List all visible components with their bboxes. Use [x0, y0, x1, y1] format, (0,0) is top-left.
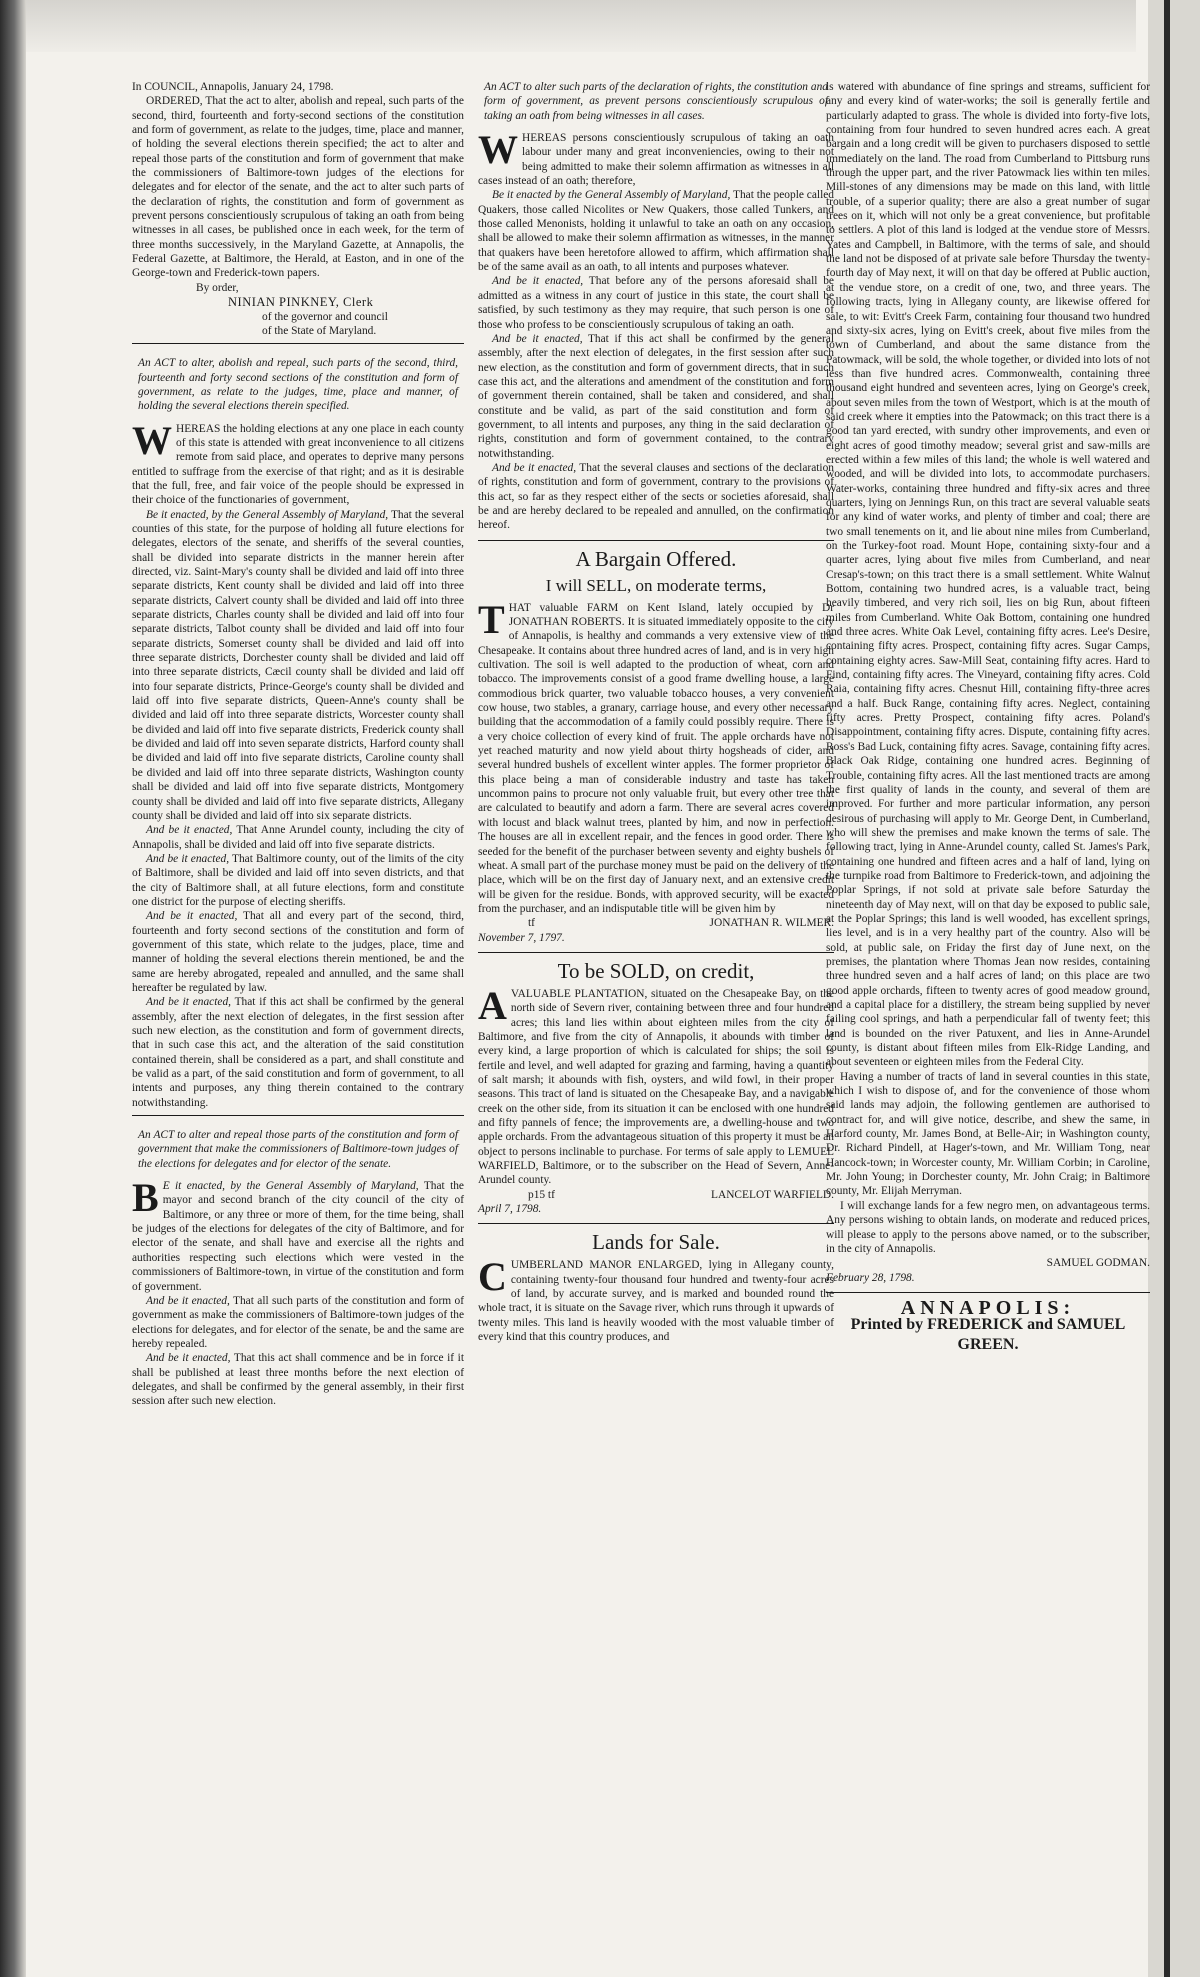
act2-dropcap: B	[132, 1175, 159, 1221]
act3-p1: HEREAS persons conscientiously scrupulous of taking an oath labour under many and great inconveniencies, owing to their not being admitted to make their solemn affirmation as witnesses in all cases instead of an oath; therefore,	[478, 132, 834, 188]
act1-p1: HEREAS the holding elections at any one place in each county of this state is attended with great inconvenience to all citizens remote from said place, and operates to deprive many persons entitled to suffrage from the exercise of that right; and as it is desirable that the full, free, and fair voice of the people should be expressed in their choice of the functionaries of government,	[132, 422, 464, 507]
lands-dropcap: C	[478, 1254, 507, 1300]
act1-p5: That all and every part of the second, third, fourteenth and forty second sections of the constitution and form of government of this state, which relate to the judges, place, time and manner of holding the several elections therein mentioned, be and the same are hereby abrogated, repealed and annulled, and the same shall hereafter be regulated by law.	[132, 910, 464, 994]
act2-p2-lead: And be it enacted,	[146, 1294, 230, 1307]
plantation-dropcap: A	[478, 982, 507, 1028]
colophon	[826, 1296, 1150, 1355]
act1-title: An ACT to alter, abolish and repeal, such parts of the second, third, fourteenth and forty second sections of the constitution and form of government, as relate to the judges, time, place and manner, of holding the several elections therein specified.	[138, 357, 458, 413]
act3-p4-lead: And be it enacted,	[492, 332, 583, 345]
adjacent-page-edge	[1148, 0, 1200, 1977]
column-1	[132, 80, 464, 1409]
act3-p5-lead: And be it enacted,	[492, 461, 577, 474]
act1-p4: That Baltimore county, out of the limits of the city of Baltimore, shall be divided and laid off into seven districts, and that the city of Baltimore shall, at all future elections, form and constitute one district for the purpose of electing sheriffs.	[132, 852, 464, 908]
bargain-dropcap: T	[478, 596, 505, 642]
bargain-subheading: I will SELL, on moderate terms,	[545, 575, 767, 595]
act2-p3-lead: And be it enacted,	[146, 1352, 231, 1365]
divider	[132, 1115, 464, 1116]
act2-p3: That this act shall commence and be in force if it shall be published at least three months before the next election of delegates, and shall be confirmed by the general assembly, in their first session after such new election.	[132, 1352, 464, 1408]
act1-p2: That the several counties of this state, for the purpose of holding all future elections for delegates, electors of the senate, and sheriffs of the several counties, shall be divided into separate districts in the manner herein after directed, viz. Saint-Mary's county shall be divided and laid off into three separate districts, Kent county shall be divided and laid off into three separate districts, Calvert county shall be divided and laid off into three separate districts, Charles county shall be divided and laid off into four separate districts, Talbot county shall be divided and laid off into four separate districts, Somerset county shall be divided and laid off into three separate districts, Dorchester county shall be divided and laid off into three separate districts, Cæcil county shall be divided and laid off into four separate districts, Prince-George's county shall be divided and laid off into five separate districts, Queen-Anne's county shall be divided and laid off into three separate districts, Worcester county shall be divided and laid off into five separate districts, Frederick county shall be divided and laid off into seven separate districts, Harford county shall be divided and laid off into five separate districts, Caroline county shall be divided and laid off into three separate districts, Washington county shall be divided and laid off into five separate districts, Montgomery county shall be divided and laid off into five separate districts, Allegany county shall be divided and laid off into six separate districts.	[132, 508, 464, 822]
act2-title: An ACT to alter and repeal those parts of the constitution and form of government that make the commissioners of Baltimore-town judges of the elections for delegates and for elector of the senate.	[138, 1129, 458, 1170]
act1-dropcap: W	[132, 417, 172, 463]
colophon-city: ANNAPOLIS:	[900, 1296, 1076, 1319]
plantation-heading: To be SOLD, on credit,	[557, 958, 755, 983]
plantation-body: VALUABLE PLANTATION, situated on the Chesapeake Bay, on the north side of Severn river, containing between three and four hundred acres; this land lies within about eighteen miles from the city of Baltimore, and five from the city of Annapolis, it abounds with timber of every kind, a large proportion of which is calculated for ships; the soil is fertile and level, and well adapted for grazing and farming, having a quantity of salt marsh; it abounds with fish, oysters, and wild fowl, in their proper seasons. This tract of land is situated on the Chesapeake Bay, and a navigable creek on the other side, from its situation it can be enclosed with one hundred and fifty pannels of fence; the improvements are, a dwelling-house and two apple orchards. From the advantageous situation of this property it must be an object to persons inclinable to purchase. For terms of sale apply to LEMUEL WARFIELD, Baltimore, or to the subscriber on the Head of Severn, Anne-Arundel county.	[478, 987, 834, 1187]
act1-p4-lead: And be it enacted,	[146, 852, 230, 865]
column-3	[826, 80, 1150, 1355]
act3-p4: That if this act shall be confirmed by the general assembly, after the next election of delegates, in the first session after such new election, as the constitution and form of government directs, that in such case this act, and the alterations and amendment of the constitution and form of government therein contained, shall be taken and considered, and shall constitute and be valid, as part of the said constitution and form of government, to all intents and purposes, any thing in the said declaration of rights, constitution and form of government contained, to the contrary notwithstanding.	[478, 332, 834, 460]
council-by-order: By order,	[196, 281, 239, 294]
bargain-body: HAT valuable FARM on Kent Island, lately occupied by Dr JONATHAN ROBERTS. It is situated immediately opposite to the city of Annapolis, is healthy and commands a very extensive view of the Chesapeake. It contains about three hundred acres of land, and is in very high cultivation. The soil is well adapted to the production of wheat, corn and tobacco. The improvements consist of a good frame dwelling house, a large commodious brick quarter, two valuable tobacco houses, a very convenient cow house, two stables, a granary, carriage house, and every other necessary building that the accommodation of a family could possibly require. There is a very choice collection of every kind of fruit. The apple orchards have not yet reached maturity and now yield about thirty hogsheads of cider, and several hundred bushels of excellent winter apples. The former proprietor of this place being a man of considerable industry and taste has taken uncommon pains to procure not only valuable fruit, but every other tree that are calculated to beautify and adorn a farm. There are several acres covered with locust and black walnut trees, planted by him, and now in perfection. The houses are all in excellent repair, and the fences in good order. There is seeded for the benefit of the purchaser between seventy and eighty bushels of wheat. A small part of the purchase money must be paid on the delivery of the place, which will be on the first day of January next, and an extensive credit will be given for the residue. Bonds, with approved security, will be exacted from the purchaser, and an indisputable title will be given him by	[478, 601, 834, 915]
act3-p3: That before any of the persons aforesaid shall be admitted as a witness in any court of justice in this state, the court shall be satisfied, by such testimony as they may require, that such person is one of those who profess to be conscientiously scrupulous of taking an oath.	[478, 275, 834, 331]
bargain-mark: tf	[528, 917, 535, 930]
council-signer-name: NINIAN PINKNEY, Clerk	[228, 295, 374, 310]
divider	[826, 1292, 1150, 1293]
council-signer-title-1: of the governor and council	[262, 310, 388, 323]
act2-p1: That the mayor and second branch of the city council of the city of Baltimore, or any three or more of them, for the time being, shall be judges of the elections for delegates of the city of Baltimore, and for elector of the senate, and shall have and exercise all the rights and authorities respecting such elections which were vested in the commissioners of Baltimore-town, in virtue of the constitution and form of government.	[132, 1180, 464, 1293]
plantation-signature	[478, 1188, 834, 1202]
column-2	[478, 80, 834, 1344]
plantation-date: April 7, 1798.	[478, 1203, 542, 1216]
bargain-date: November 7, 1797.	[478, 931, 565, 944]
act1-p2-lead: Be it enacted, by the General Assembly of Maryland,	[146, 508, 389, 521]
council-order: ORDERED, That the act to alter, abolish and repeal, such parts of the second, third, fourteenth and forty-second sections of the constitution and form of government, as relate to the judges, time, place and manner, of holding the several elections therein specified; the act to alter and repeal those parts of the constitution and form of government that make the commissioners of Baltimore-town judges of the elections for delegates and for elector of the senate, and the act to alter such parts of the declaration of rights, the constitution and form of government as prevent persons conscientiously scrupulous of taking an oath from being witnesses in all cases, be published once in each week, for the term of three months successively, in the Maryland Gazette, at Annapolis, the Federal Gazette, at Baltimore, the Herald, at Easton, and in one of the George-town and Frederick-town papers.	[132, 95, 464, 280]
act1-p3-lead: And be it enacted,	[146, 824, 233, 837]
colophon-printer: Printed by FREDERICK and SAMUEL GREEN.	[850, 1316, 1126, 1354]
divider	[478, 540, 834, 541]
council-dateline: In COUNCIL, Annapolis, January 24, 1798.	[132, 81, 334, 93]
act3-p2: That the people called Quakers, those called Nicolites or New Quakers, those called Tunkers, and those called Menonists, holding it unlawful to take an oath on any occasion, shall be allowed to make their solemn affirmation as witnesses, in the manner that quakers have been heretofore allowed to affirm, which affirmation shall be of the same avail as an oath, to all intents and purposes whatever.	[478, 189, 834, 274]
act2-p1-lead: E it enacted, by the General Assembly of Maryland,	[162, 1180, 419, 1193]
act1-p5-lead: And be it enacted,	[146, 910, 238, 923]
bargain-seller: JONATHAN R. WILMER.	[709, 917, 834, 930]
act3-title: An ACT to alter such parts of the declaration of rights, the constitution and form of government, as prevent persons conscientiously scrupulous of taking an oath from being witnesses in all cases.	[484, 81, 828, 122]
bargain-heading: A Bargain Offered.	[575, 546, 737, 571]
divider	[478, 1223, 834, 1224]
lands-intro: UMBERLAND MANOR ENLARGED, lying in Allegany county, containing twenty-four thousand four hundred and twenty-four acres of land, by accurate survey, and is marked and bounded round the whole tract, it is situate on the Savage river, which runs through it upwards of twenty miles. This land is heavily wooded with the most valuable timber of every kind that this country produces, and	[478, 1259, 834, 1344]
bargain-signature	[478, 916, 834, 930]
act3-p2-lead: Be it enacted by the General Assembly of Maryland,	[492, 189, 731, 202]
council-signer-title-2: of the State of Maryland.	[262, 324, 377, 337]
act3-p3-lead: And be it enacted,	[492, 275, 584, 288]
lands-heading: Lands for Sale.	[592, 1230, 720, 1255]
act1-p6-lead: And be it enacted,	[146, 996, 232, 1009]
lands-date: February 28, 1798.	[826, 1271, 915, 1284]
adjacent-page-rule	[1164, 0, 1170, 1977]
act1-p3: That Anne Arundel county, including the city of Annapolis, shall be divided and laid off into five separate districts.	[132, 824, 464, 851]
page-top-band	[26, 0, 1136, 52]
lands-p3: I will exchange lands for a few negro men, on advantageous terms. Any persons wishing to obtain lands, on moderate and reduced prices, will please to apply to the persons above named, or to the subscriber, in the city of Annapolis.	[826, 1199, 1150, 1255]
plantation-mark: p15 tf	[528, 1188, 555, 1201]
plantation-seller: LANCELOT WARFIELD.	[711, 1188, 834, 1201]
divider	[478, 952, 834, 953]
act2-p2: That all such parts of the constitution and form of government as make the commissioners of Baltimore-town judges of the elections for delegates, and for elector of the senate, be and the same are hereby repealed.	[132, 1294, 464, 1350]
act3-p5: That the several clauses and sections of the declaration of rights, constitution and form of government, contrary to the provisions of this act, so far as they respect either of the sects or societies aforesaid, shall be and are hereby declared to be repealed and annulled, on the confirmation hereof.	[478, 461, 834, 532]
act1-p6: That if this act shall be confirmed by the general assembly, after the next election of delegates, in the first session after such new election, as the constitution and form of government directs, that in such case this act, and the alteration of the said constitution contained therein, shall be considered as a part, and shall constitute and be valid as a part, of the said constitution and form of government, to all intents and purposes, any thing therein contained to the contrary notwithstanding.	[132, 996, 464, 1109]
act3-dropcap: W	[478, 127, 518, 173]
lands-continued: is watered with abundance of fine springs and streams, sufficient for any and every kind of water-works; the soil is generally fertile and particularly adapted to grass. The whole is divided into forty-five lots, containing from four hundred to seven hundred acres each. A great bargain and a long credit will be given to purchasers disposed to settle immediately on the land. The road from Cumberland to Pittsburg runs through the upper part, and the river Patowmack lies within ten miles. Mill-stones of any dimensions may be made on this land, with little trouble, of a superior quality; there are also a great number of sugar trees on it, which will not only be a great convenience, but profitable to settlers. A plot of this land is lodged at the vendue store of Messrs. Yates and Campbell, in Baltimore, with the terms of sale, and should the land not be disposed of at private sale before Thursday the twenty-fourth day of May next, it will on that day be offered at Public auction, at the vendue store, on a credit of one, two, and three years. The following tracts, lying in Allegany county, are likewise offered for sale, to wit: Evitt's Creek Farm, containing four thousand two hundred and sixty-six acres, lying on Evitt's creek, about five miles from the town of Cumberland, and about the same distance from the Patowmack, will be sold, the whole together, or divided into lots of not less than five hundred acres. Commonwealth, containing three thousand eight hundred and seventeen acres, lying on George's creek, about seven miles from the town of Westport, which is at the mouth of said creek where it empties into the Patowmack; on this tract there is a good tan yard erected, with sundry other improvements, and even or eight acres of good timothy meadow; several grist and saw-mills are erected within a few miles of this land; the whole is well watered and wooded, and will be divided into lots, to accommodate purchasers. Water-works, containing three hundred and fifty-six acres and three quarters, lying on Jennings Run, on this tract are several valuable seats for any kind of water works, and plenty of timber and coal; there are two small tenements on it, and lie about nine miles from Cumberland, on the Turkey-foot road. Mount Hope, containing sixty-four and a quarter acres, lying about five miles from Cumberland, and near Cresap's-town; on this tract there is a small settlement. White Walnut Bottom, containing two hundred acres, is a valuable tract, being heavily timbered, and very rich soil, lies on big Run, about fifteen miles from Cumberland. White Oak Bottom, containing one hundred and three acres. White Oak Level, containing fifty acres. Lee's Desire, containing fifty acres. Prospect, containing fifty acres. Sugar Camps, containing eighty acres. Saw-Mill Seat, containing fifty acres. Hard to Find, containing fifty acres. The Vineyard, containing fifty acres. Cold Raia, containing fifty acres. Chesnut Hill, containing fifty-three acres and a half. Buck Range, containing fifty acres. Neglect, containing fifty acres. Pretty Prospect, containing fifty acres. Poland's Disappointment, containing fifty acres. Dispute, containing fifty acres. Ross's Bad Luck, containing fifty acres. Savage, containing fifty acres. Black Oak Ridge, containing one hundred acres. Beginning of Trouble, containing fifty acres. All the last mentioned tracts are among the first quality of lands in the county, and several of them are improved. For further and more particular information, any person desirous of purchasing will apply to Mr. George Dent, in Cumberland, who will shew the premises and make known the terms of sale. The following tract, lying in Anne-Arundel county, called St. James's Park, containing one hundred and fifteen acres and a half of land, lying on the turnpike road from Baltimore to Frederick-town, and adjoining the Poplar Springs, if not sold at private sale before Saturday the nineteenth day of May next, will on that day be exposed to public sale, at the Poplar Springs; this land is well wooded, has excellent springs, lies level, and is in a very healthy part of the country. Also will be sold, at public sale, on Friday the first day of June next, on the premises, the plantation where Thomas Jean now resides, containing three hundred seven and a half acres of land; on this place are two good apple orchards, fifteen to twenty acres of good meadow ground, and a capital place for a distillery, the stream being supplied by never failing cool springs, and hath a perpendicular fall of twenty feet; this land is bounded on the river Patuxent, and lies in Anne-Arundel county, is distant about fifteen miles from Elk-Ridge Landing, and about seventeen or eighteen miles from the Federal City.	[826, 81, 1150, 1069]
divider	[132, 343, 464, 344]
binding-shadow	[0, 0, 26, 1977]
lands-p2: Having a number of tracts of land in several counties in this state, which I wish to dispose of, and for the convenience of those whom said lands may adjoin, the following gentlemen are authorised to contract for, and will give notice, describe, and shew the same, in Harford county, Mr. James Bond, at Belle-Air; in Washington county, Dr. Richard Pindell, at Hager's-town, and Mr. William Tong, near Hancock-town; in Worcester county, Mr. William Corbin; in Caroline, Mr. John Young; in Dorchester county, Mr. John Craig; in Baltimore county, Mr. Elijah Merryman.	[826, 1070, 1150, 1198]
lands-seller: SAMUEL GODMAN.	[1046, 1257, 1150, 1270]
